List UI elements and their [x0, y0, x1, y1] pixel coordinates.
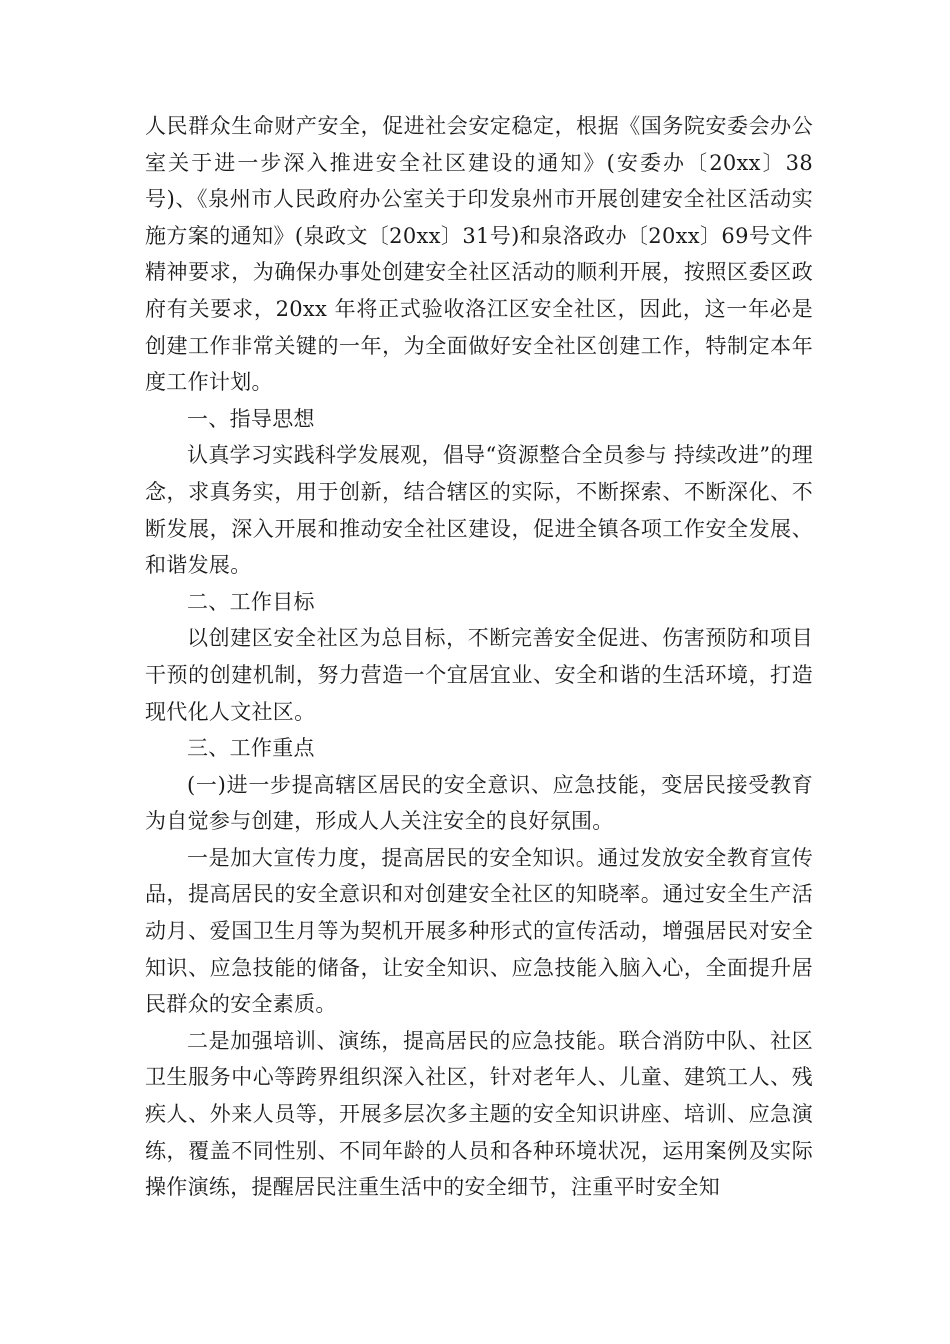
paragraph-publicity: 一是加大宣传力度，提高居民的安全知识。通过发放安全教育宣传品，提高居民的安全意识和对创建安全社区的知晓率。通过安全生产活动月、爱国卫生月等为契机开展多种形式的宣传活动，增强居民对安全知识、应急技能的储备，让安全知识、应急技能入脑入心，全面提升居民群众的安全素质。: [145, 845, 813, 1017]
paragraph-intro: 人民群众生命财产安全，促进社会安定稳定，根据《国务院安委会办公室关于进一步深入推进安全社区建设的通知》(安委办〔20xx〕38号)、《泉州市人民政府办公室关于印发泉州市开展创建安全社区活动实施方案的通知》(泉政文〔20xx〕31号)和泉洛政办〔20xx〕69号文件精神要求，为确保办事处创建安全社区活动的顺利开展，按照区委区政府有关要求，20xx 年将正式验收洛江区安全社区，因此，这一年必是创建工作非常关键的一年，为全面做好安全社区创建工作，特制定本年度工作计划。: [145, 114, 813, 395]
paragraph-training: 二是加强培训、演练，提高居民的应急技能。联合消防中队、社区卫生服务中心等跨界组织深入社区，针对老年人、儿童、建筑工人、残疾人、外来人员等，开展多层次多主题的安全知识讲座、培训、应急演练，覆盖不同性别、不同年龄的人员和各种环境状况，运用案例及实际操作演练，提醒居民注重生活中的安全细节，注重平时安全知: [145, 1028, 813, 1200]
heading-work-focus: 三、工作重点: [187, 736, 315, 761]
paragraph-guiding-thought: 认真学习实践科学发展观，倡导“资源整合全员参与 持续改进”的理念，求真务实，用于创新，结合辖区的实际，不断探索、不断深化、不断发展，深入开展和推动安全社区建设，促进全镇各项工作安全发展、和谐发展。: [145, 443, 813, 578]
heading-work-goal: 二、工作目标: [187, 589, 315, 614]
heading-guiding-thought: 一、指导思想: [187, 406, 315, 431]
paragraph-focus-one: (一)进一步提高辖区居民的安全意识、应急技能，变居民接受教育为自觉参与创建，形成人人关注安全的良好氛围。: [145, 772, 813, 834]
paragraph-work-goal: 以创建区安全社区为总目标，不断完善安全促进、伤害预防和项目干预的创建机制，努力营造一个宜居宜业、安全和谐的生活环境，打造现代化人文社区。: [145, 626, 813, 724]
document-body: [145, 108, 813, 1206]
